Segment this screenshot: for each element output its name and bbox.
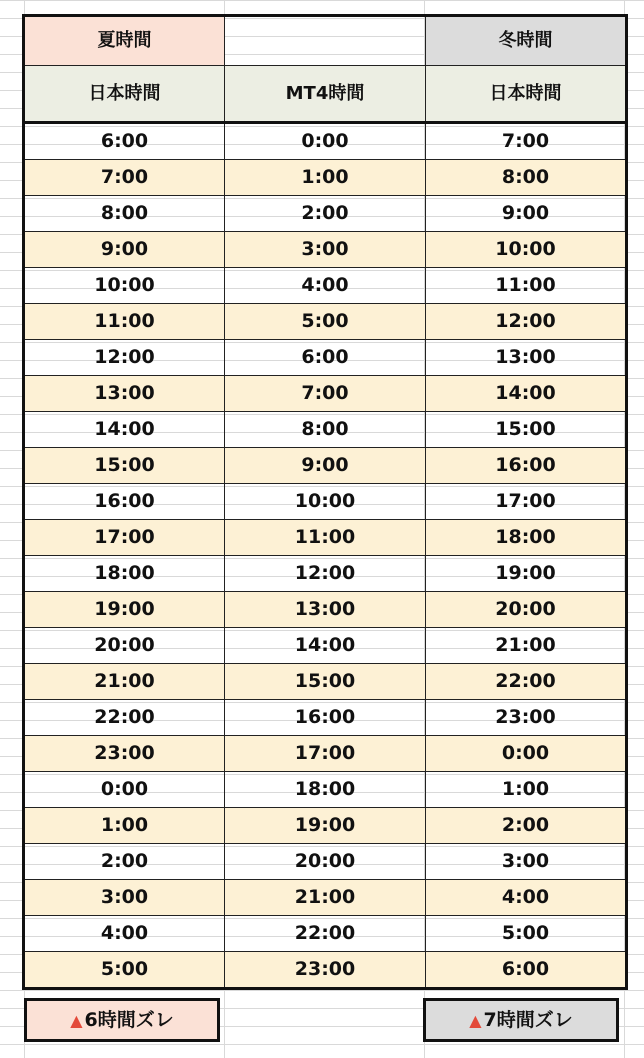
japan-time-summer-cell: 4:00 [24, 916, 225, 952]
mt4-time-cell: 5:00 [225, 304, 426, 340]
table-row [24, 772, 627, 808]
table-row [24, 484, 627, 520]
table-row [24, 556, 627, 592]
japan-time-winter-cell: 18:00 [426, 520, 627, 556]
japan-time-summer-cell: 10:00 [24, 268, 225, 304]
mt4-time-cell: 1:00 [225, 160, 426, 196]
table-row [24, 340, 627, 376]
table-row [24, 700, 627, 736]
table-row [24, 196, 627, 232]
table-row [24, 160, 627, 196]
summer-offset-note [24, 998, 220, 1042]
japan-time-winter-cell: 9:00 [426, 196, 627, 232]
japan-time-summer-cell: 23:00 [24, 736, 225, 772]
mt4-time-cell: 10:00 [225, 484, 426, 520]
table-row [24, 592, 627, 628]
japan-time-summer-cell: 21:00 [24, 664, 225, 700]
japan-time-winter-cell: 5:00 [426, 916, 627, 952]
table-row [24, 880, 627, 916]
japan-time-winter-cell: 23:00 [426, 700, 627, 736]
japan-time-winter-cell: 14:00 [426, 376, 627, 412]
table-row [24, 376, 627, 412]
mt4-time-cell: 3:00 [225, 232, 426, 268]
summer-offset-label: 6時間ズレ [84, 1009, 174, 1031]
japan-time-winter-cell: 19:00 [426, 556, 627, 592]
japan-time-summer-cell: 18:00 [24, 556, 225, 592]
mt4-time-cell: 6:00 [225, 340, 426, 376]
winter-offset-note [423, 998, 619, 1042]
japan-time-winter-cell: 2:00 [426, 808, 627, 844]
japan-time-winter-cell: 12:00 [426, 304, 627, 340]
japan-time-winter-cell: 1:00 [426, 772, 627, 808]
table-row [24, 952, 627, 989]
japan-time-winter-cell: 0:00 [426, 736, 627, 772]
mt4-time-cell: 4:00 [225, 268, 426, 304]
mt4-time-cell: 20:00 [225, 844, 426, 880]
japan-time-summer-cell: 0:00 [24, 772, 225, 808]
mt4-time-cell: 15:00 [225, 664, 426, 700]
mt4-time-cell: 17:00 [225, 736, 426, 772]
japan-time-winter-cell: 15:00 [426, 412, 627, 448]
japan-time-summer-cell: 14:00 [24, 412, 225, 448]
japan-time-winter-cell: 11:00 [426, 268, 627, 304]
japan-time-summer-cell: 20:00 [24, 628, 225, 664]
table-row [24, 844, 627, 880]
japan-time-summer-cell: 13:00 [24, 376, 225, 412]
table-row [24, 412, 627, 448]
mt4-time-cell: 21:00 [225, 880, 426, 916]
column-header-row [24, 66, 627, 123]
japan-time-summer-cell: 16:00 [24, 484, 225, 520]
table-row [24, 232, 627, 268]
table-row [24, 448, 627, 484]
japan-time-summer-cell: 9:00 [24, 232, 225, 268]
table-row [24, 664, 627, 700]
japan-time-summer-cell: 3:00 [24, 880, 225, 916]
japan-time-winter-cell: 7:00 [426, 123, 627, 160]
japan-time-summer-cell: 2:00 [24, 844, 225, 880]
japan-time-summer-cell: 6:00 [24, 123, 225, 160]
mt4-time-cell: 14:00 [225, 628, 426, 664]
japan-time-winter-cell: 22:00 [426, 664, 627, 700]
japan-time-winter-cell: 16:00 [426, 448, 627, 484]
mt4-time-cell: 22:00 [225, 916, 426, 952]
mt4-time-cell: 18:00 [225, 772, 426, 808]
mt4-time-cell: 7:00 [225, 376, 426, 412]
mt4-time-cell: 0:00 [225, 123, 426, 160]
japan-time-summer-cell: 11:00 [24, 304, 225, 340]
japan-time-summer-cell: 15:00 [24, 448, 225, 484]
column-header-japan-summer: 日本時間 [24, 66, 225, 123]
japan-time-summer-cell: 22:00 [24, 700, 225, 736]
japan-time-summer-cell: 7:00 [24, 160, 225, 196]
mt4-time-cell: 16:00 [225, 700, 426, 736]
time-table [22, 14, 628, 990]
table-row [24, 123, 627, 160]
summer-time-header: 夏時間 [24, 16, 225, 66]
table-row [24, 520, 627, 556]
mt4-time-cell: 19:00 [225, 808, 426, 844]
time-conversion-sheet [22, 14, 625, 990]
season-header-row [24, 16, 627, 66]
red-triangle-icon: ▲ [469, 1011, 482, 1030]
table-row [24, 304, 627, 340]
winter-time-header: 冬時間 [426, 16, 627, 66]
column-header-japan-winter: 日本時間 [426, 66, 627, 123]
japan-time-winter-cell: 13:00 [426, 340, 627, 376]
japan-time-winter-cell: 6:00 [426, 952, 627, 989]
japan-time-summer-cell: 1:00 [24, 808, 225, 844]
mt4-time-cell: 9:00 [225, 448, 426, 484]
japan-time-winter-cell: 8:00 [426, 160, 627, 196]
japan-time-summer-cell: 12:00 [24, 340, 225, 376]
column-header-mt4: MT4時間 [225, 66, 426, 123]
japan-time-winter-cell: 3:00 [426, 844, 627, 880]
blank-header [225, 16, 426, 66]
japan-time-winter-cell: 21:00 [426, 628, 627, 664]
japan-time-summer-cell: 17:00 [24, 520, 225, 556]
japan-time-winter-cell: 17:00 [426, 484, 627, 520]
mt4-time-cell: 8:00 [225, 412, 426, 448]
mt4-time-cell: 12:00 [225, 556, 426, 592]
mt4-time-cell: 13:00 [225, 592, 426, 628]
japan-time-winter-cell: 20:00 [426, 592, 627, 628]
table-row [24, 808, 627, 844]
table-row [24, 736, 627, 772]
japan-time-winter-cell: 4:00 [426, 880, 627, 916]
japan-time-summer-cell: 5:00 [24, 952, 225, 989]
table-row [24, 628, 627, 664]
table-row [24, 916, 627, 952]
japan-time-summer-cell: 8:00 [24, 196, 225, 232]
red-triangle-icon: ▲ [70, 1011, 83, 1030]
winter-offset-label: 7時間ズレ [483, 1009, 573, 1031]
japan-time-winter-cell: 10:00 [426, 232, 627, 268]
mt4-time-cell: 23:00 [225, 952, 426, 989]
table-row [24, 268, 627, 304]
mt4-time-cell: 2:00 [225, 196, 426, 232]
mt4-time-cell: 11:00 [225, 520, 426, 556]
japan-time-summer-cell: 19:00 [24, 592, 225, 628]
